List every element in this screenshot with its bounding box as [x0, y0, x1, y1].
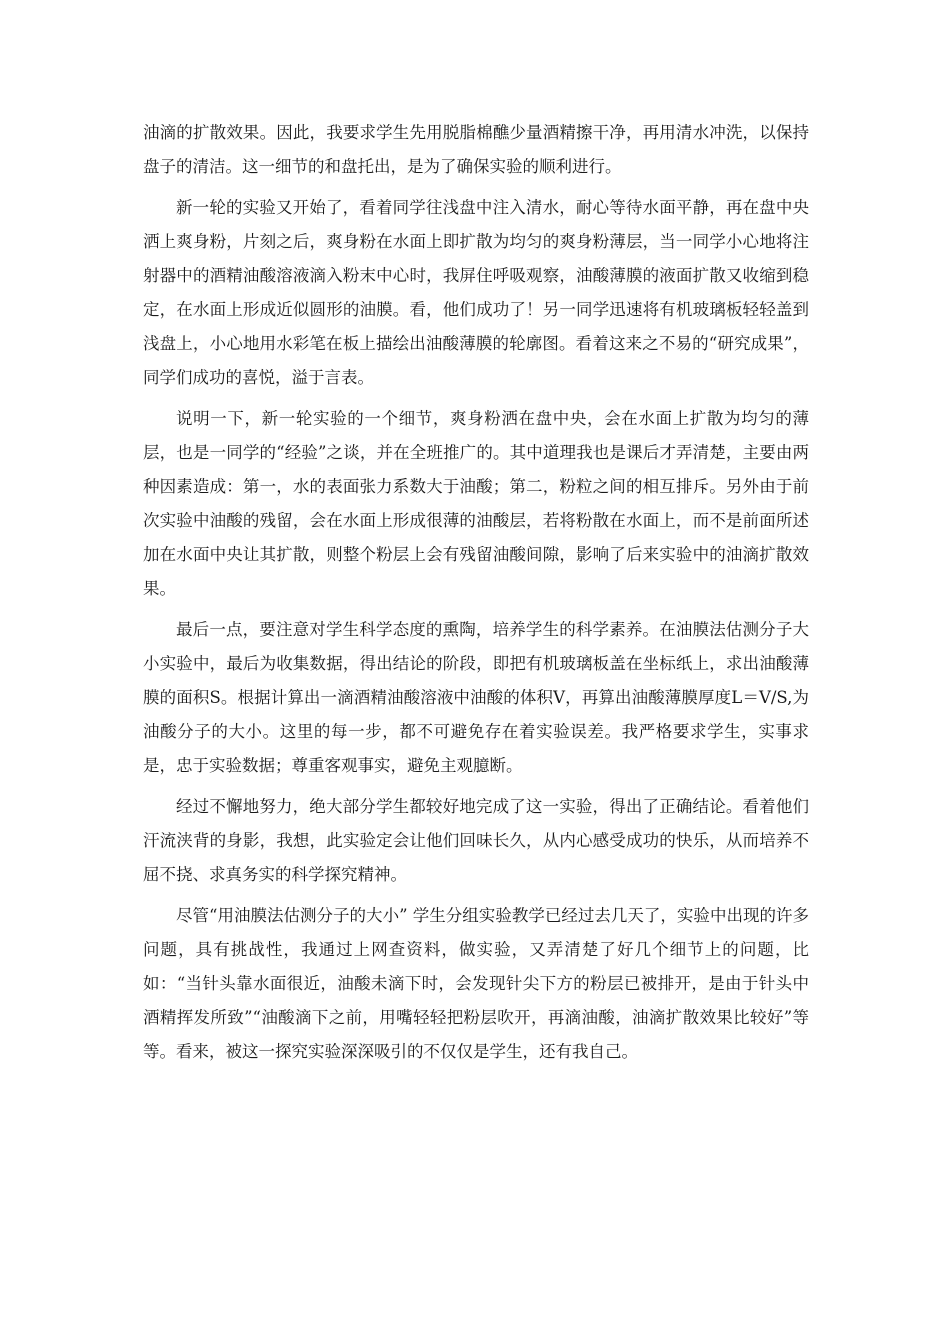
document-body — [143, 116, 809, 1076]
paragraph-reflection: 尽管“用油膜法估测分子的大小” 学生分组实验教学已经过去几天了，实验中出现的许多问题，具有挑战性，我通过上网查资料，做实验，又弄清楚了好几个细节上的问题，比如：“当针头靠水面很近，油酸未滴下时，会发现针尖下方的粉层已被排开，是由于针头中酒精挥发所致”“油酸滴下之前，用嘴轻轻把粉层吹开，再滴油酸，油滴扩散效果比较好”等等。看来，被这一探究实验深深吸引的不仅仅是学生，还有我自己。 — [143, 906, 809, 1061]
paragraph-effort: 经过不懈地努力，绝大部分学生都较好地完成了这一实验，得出了正确结论。看着他们汗流浃背的身影，我想，此实验定会让他们回味长久，从内心感受成功的快乐，从而培养不屈不挠、求真务实的科学探究精神。 — [143, 797, 809, 884]
paragraph-detail-explanation: 说明一下，新一轮实验的一个细节，爽身粉洒在盘中央，会在水面上扩散为均匀的薄层，也是一同学的“经验”之谈，并在全班推广的。其中道理我也是课后才弄清楚，主要由两种因素造成：第一，水的表面张力系数大于油酸；第二，粉粒之间的相互排斥。另外由于前次实验中油酸的残留，会在水面上形成很薄的油酸层，若将粉散在水面上，而不是前面所述加在水面中央让其扩散，则整个粉层上会有残留油酸间隙，影响了后来实验中的油滴扩散效果。 — [143, 409, 809, 598]
paragraph-scientific-attitude: 最后一点，要注意对学生科学态度的熏陶，培养学生的科学素养。在油膜法估测分子大小实验中，最后为收集数据，得出结论的阶段，即把有机玻璃板盖在坐标纸上，求出油酸薄膜的面积S。根据计算出一滴酒精油酸溶液中油酸的体积V，再算出油酸薄膜厚度L＝V/S,为油酸分子的大小。这里的每一步，都不可避免存在着实验误差。我严格要求学生，实事求是，忠于实验数据；尊重客观事实，避免主观臆断。 — [143, 620, 809, 775]
paragraph-new-experiment: 新一轮的实验又开始了，看着同学往浅盘中注入清水，耐心等待水面平静，再在盘中央洒上爽身粉，片刻之后，爽身粉在水面上即扩散为均匀的爽身粉薄层，当一同学小心地将注射器中的酒精油酸溶液滴入粉末中心时，我屏住呼吸观察，油酸薄膜的液面扩散又收缩到稳定，在水面上形成近似圆形的油膜。看，他们成功了！另一同学迅速将有机玻璃板轻轻盖到浅盘上，小心地用水彩笔在板上描绘出油酸薄膜的轮廓图。看着这来之不易的“研究成果”，同学们成功的喜悦，溢于言表。 — [143, 198, 809, 387]
paragraph-continuation: 油滴的扩散效果。因此，我要求学生先用脱脂棉醮少量酒精擦干净，再用清水冲洗，以保持盘子的清洁。这一细节的和盘托出，是为了确保实验的顺利进行。 — [143, 123, 809, 176]
